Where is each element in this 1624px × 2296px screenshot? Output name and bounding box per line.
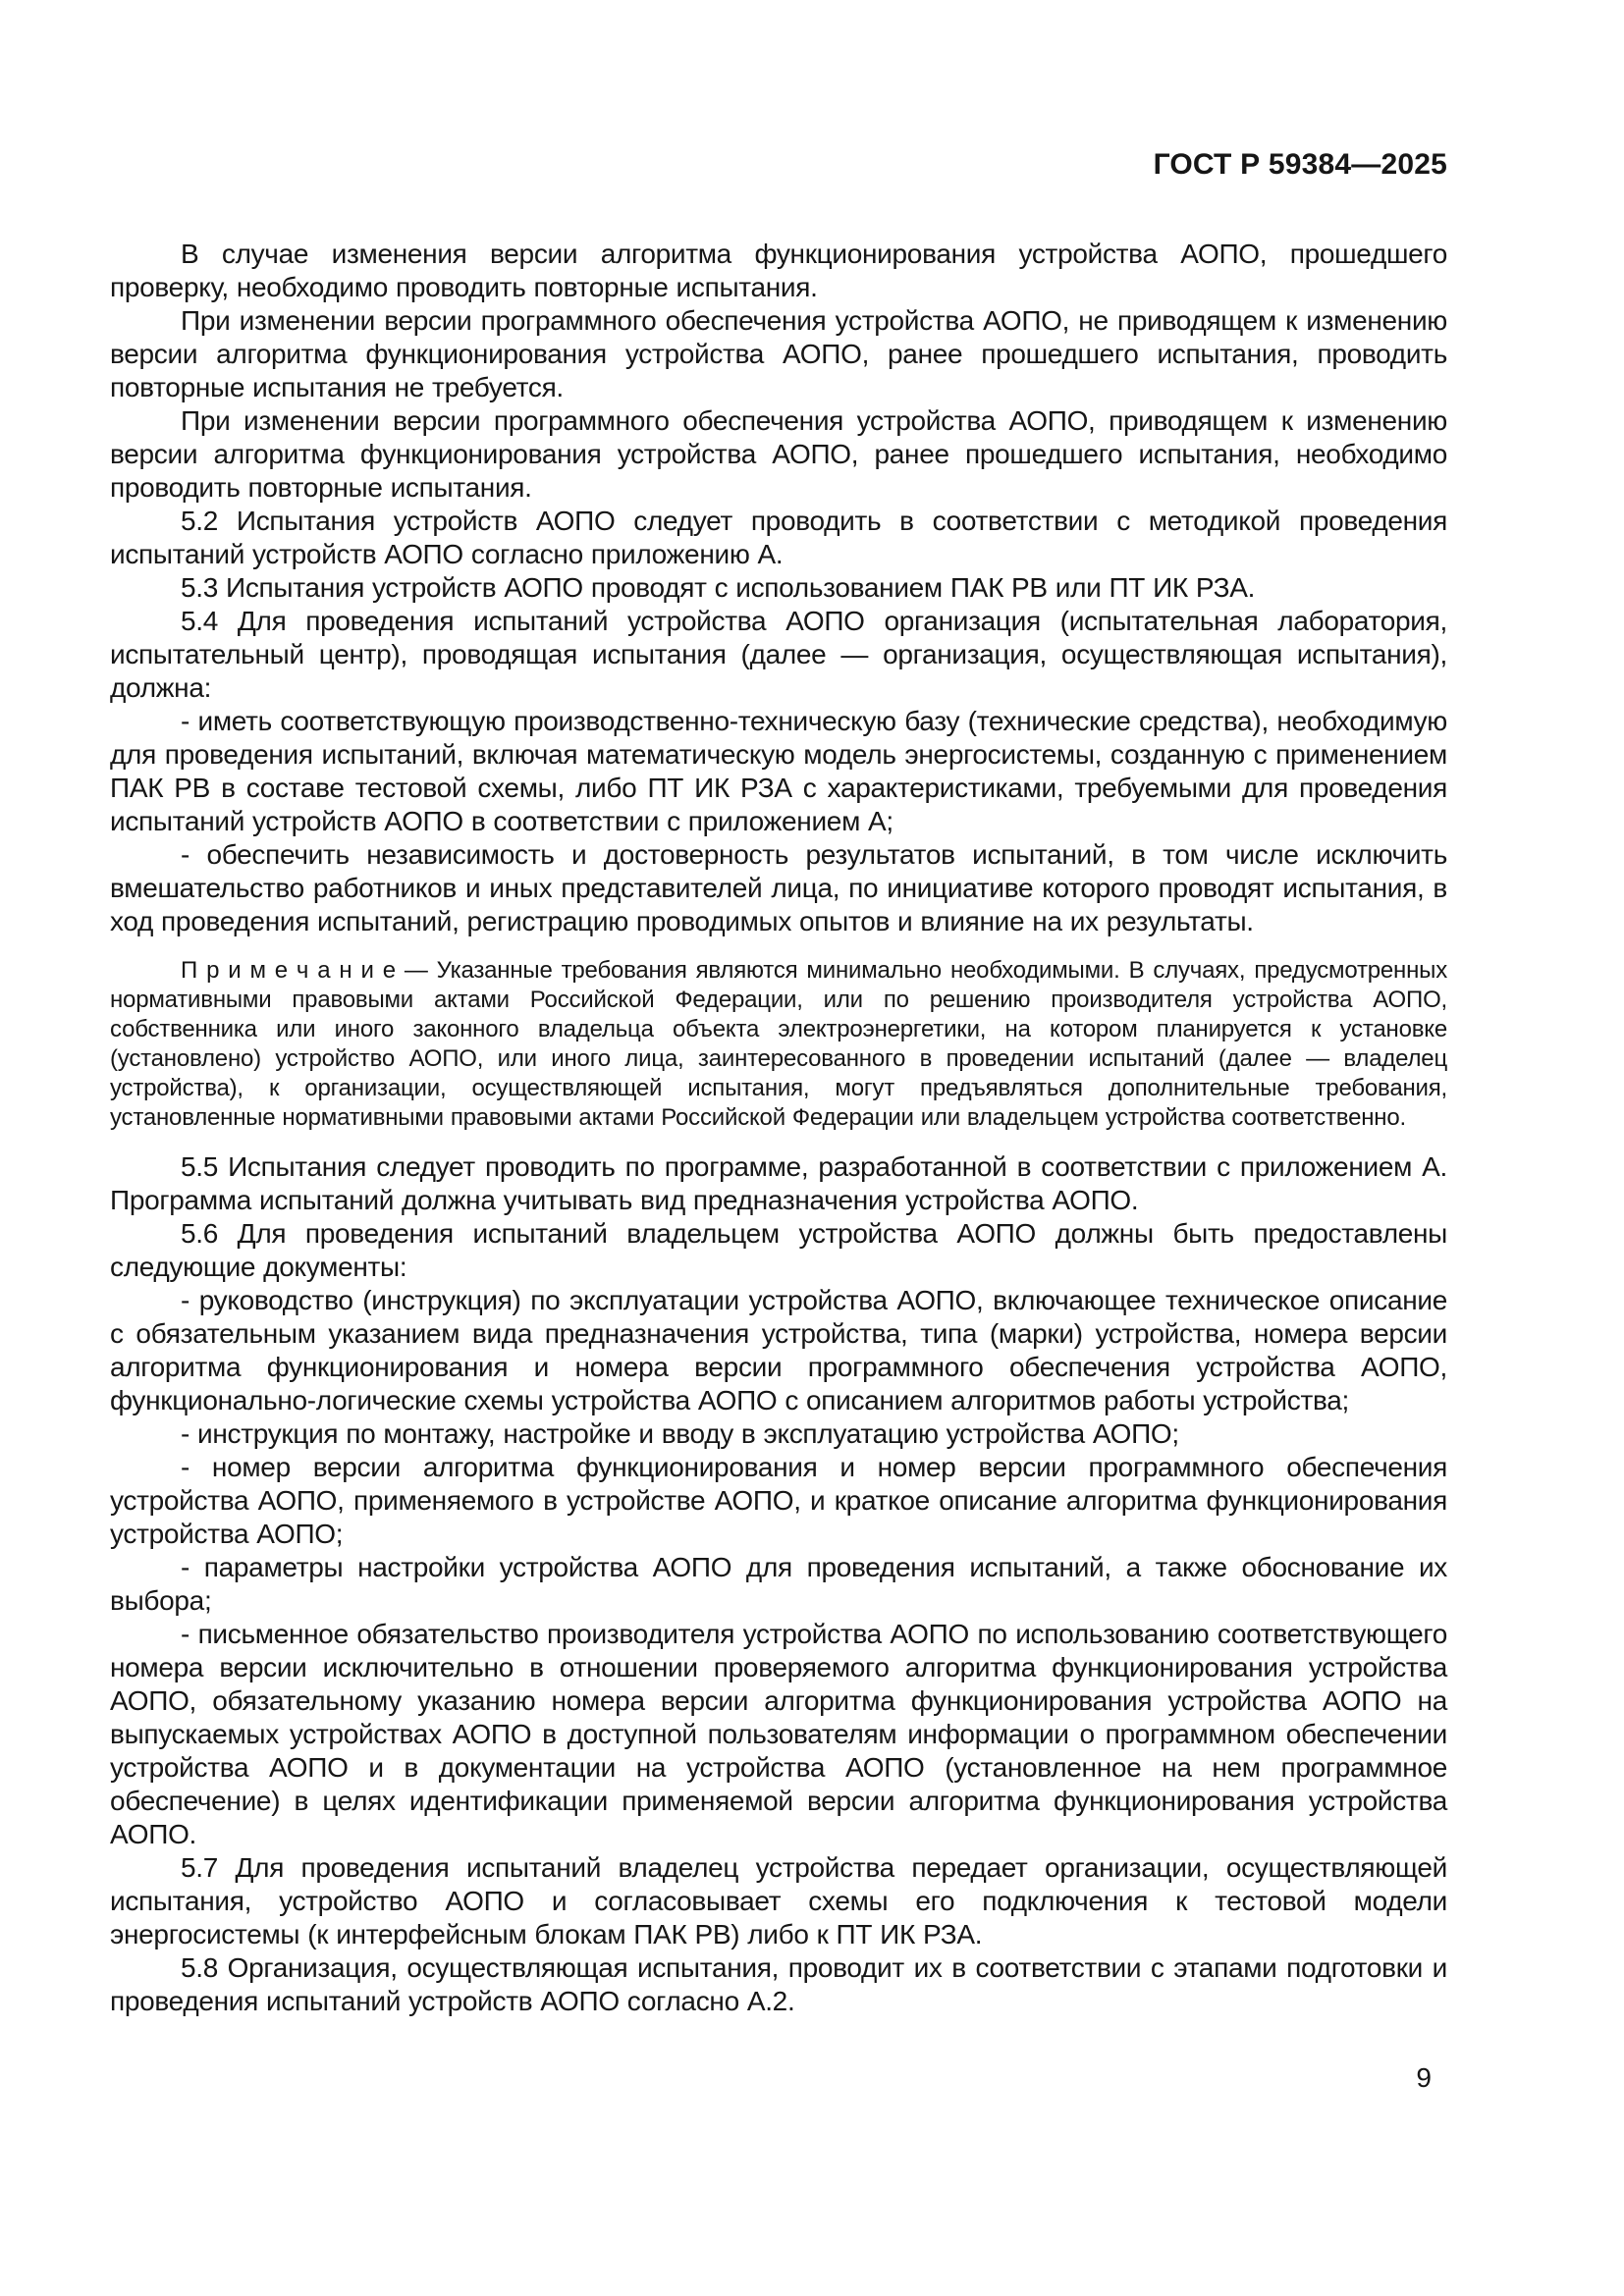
note-paragraph: П р и м е ч а н и е — Указанные требования являются минимально необходимыми. В случаях, предусмотренных нормативными правовыми актами Российской Федерации, или по решению производителя устройства АОПО, собственника или иного законного владельца объекта электроэнергетики, на котором планируется к установке (установлено) устройство АОПО, или иного лица, заинтересованного в проведении испытаний (далее — владелец устройства), к организации, осуществляющей испытания, могут предъявляться дополнительные требования, установленные нормативными правовыми актами Российской Федерации или владельцем устройства соответственно. <box>110 957 1447 1131</box>
body-paragraph: В случае изменения версии алгоритма функционирования устройства АОПО, прошедшего проверку, необходимо проводить повторные испытания. <box>110 239 1447 302</box>
body-paragraph: При изменении версии программного обеспечения устройства АОПО, не приводящем к изменению версии алгоритма функционирования устройства АОПО, ранее прошедшего испытания, проводить повторные испытания не требуется. <box>110 305 1447 402</box>
body-paragraph: 5.4 Для проведения испытаний устройства АОПО организация (испытательная лаборатория, испытательный центр), проводящая испытания (далее — организация, осуществляющая испытания), должна: <box>110 606 1447 703</box>
body-paragraph: При изменении версии программного обеспечения устройства АОПО, приводящем к изменению версии алгоритма функционирования устройства АОПО, ранее прошедшего испытания, необходимо проводить повторные испытания. <box>110 405 1447 503</box>
body-paragraph: - руководство (инструкция) по эксплуатации устройства АОПО, включающее техническое описание с обязательным указанием вида предназначения устройства, типа (марки) устройства, номера версии алгоритма функционирования и номера версии программного обеспечения устройства АОПО, функционально-логические схемы устройства АОПО с описанием алгоритмов работы устройства; <box>110 1285 1447 1415</box>
body-paragraph: - иметь соответствующую производственно-техническую базу (технические средства), необходимую для проведения испытаний, включая математическую модель энергосистемы, созданную с применением ПАК РВ в составе тестовой схемы, либо ПТ ИК РЗА с характеристиками, требуемыми для проведения испытаний устройств АОПО в соответствии с приложением А; <box>110 706 1447 836</box>
body-paragraph: 5.5 Испытания следует проводить по программе, разработанной в соответствии с приложением А. Программа испытаний должна учитывать вид предназначения устройства АОПО. <box>110 1151 1447 1215</box>
body-paragraph: 5.7 Для проведения испытаний владелец устройства передает организации, осуществляющей испытания, устройство АОПО и согласовывает схемы его подключения к тестовой модели энергосистемы (к интерфейсным блокам ПАК РВ) либо к ПТ ИК РЗА. <box>110 1852 1447 1949</box>
body-paragraph: - номер версии алгоритма функционирования и номер версии программного обеспечения устройства АОПО, применяемого в устройстве АОПО, и краткое описание алгоритма функционирования устройства АОПО; <box>110 1452 1447 1549</box>
document-code-header: ГОСТ Р 59384—2025 <box>1153 148 1447 181</box>
body-paragraph: - обеспечить независимость и достоверность результатов испытаний, в том числе исключить вмешательство работников и иных представителей лица, по инициативе которого проводят испытания, в ход проведения испытаний, регистрацию проводимых опытов и влияние на их результаты. <box>110 839 1447 936</box>
body-paragraph: 5.8 Организация, осуществляющая испытания, проводит их в соответствии с этапами подготовки и проведения испытаний устройств АОПО согласно А.2. <box>110 1952 1447 2016</box>
document-body <box>110 238 1447 2018</box>
body-paragraph: 5.2 Испытания устройств АОПО следует проводить в соответствии с методикой проведения испытаний устройств АОПО согласно приложению А. <box>110 506 1447 569</box>
page-number: 9 <box>1416 2062 1432 2093</box>
body-paragraph: - инструкция по монтажу, настройке и вводу в эксплуатацию устройства АОПО; <box>181 1418 1179 1449</box>
body-paragraph: - письменное обязательство производителя устройства АОПО по использованию соответствующего номера версии исключительно в отношении проверяемого алгоритма функционирования устройства АОПО, обязательному указанию номера версии алгоритма функционирования устройства АОПО на выпускаемых устройствах АОПО в доступной пользователям информации о программном обеспечении устройства АОПО и в документации на устройства АОПО (установленное на нем программное обеспечение) в целях идентификации применяемой версии алгоритма функционирования устройства АОПО. <box>110 1619 1447 1849</box>
body-paragraph: 5.6 Для проведения испытаний владельцем устройства АОПО должны быть предоставлены следующие документы: <box>110 1218 1447 1282</box>
body-paragraph: 5.3 Испытания устройств АОПО проводят с использованием ПАК РВ или ПТ ИК РЗА. <box>181 572 1256 603</box>
body-paragraph: - параметры настройки устройства АОПО для проведения испытаний, а также обоснование их выбора; <box>110 1552 1447 1616</box>
